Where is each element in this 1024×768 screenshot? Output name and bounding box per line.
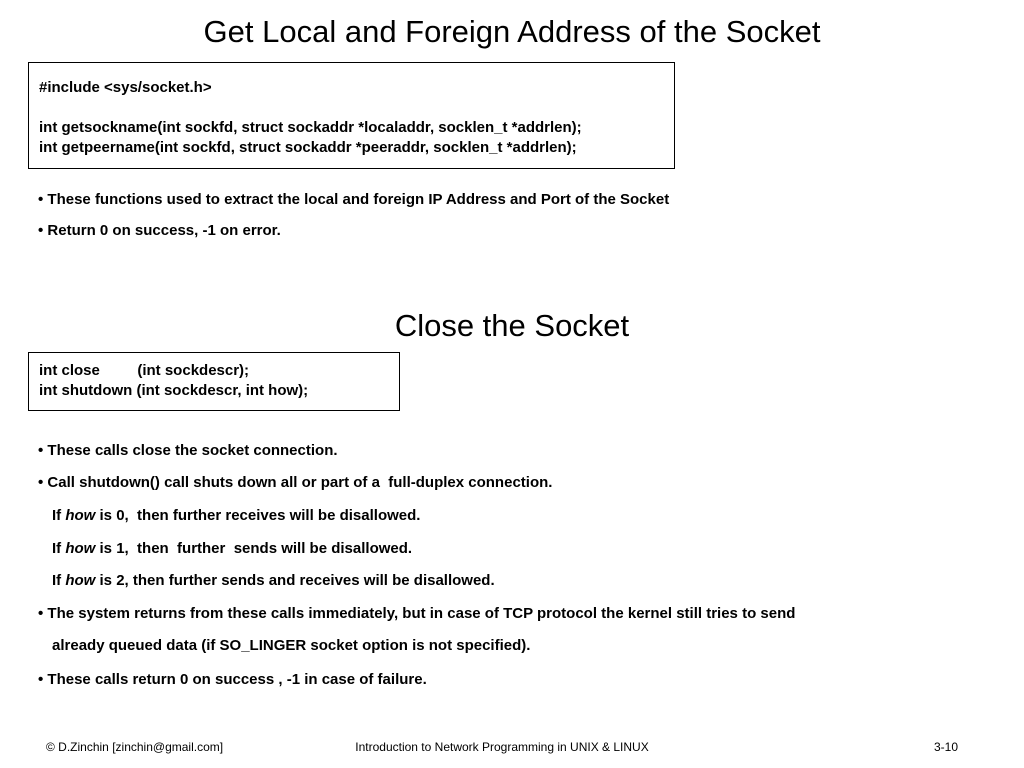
how-case-prefix: If bbox=[52, 540, 66, 557]
code-getpeername: int getpeername(int sockfd, struct sockaddr *peeraddr, socklen_t *addrlen); bbox=[39, 139, 577, 156]
code-box-address-functions bbox=[28, 62, 675, 169]
code-include: #include <sys/socket.h> bbox=[39, 79, 212, 96]
how-case-1 bbox=[52, 540, 412, 558]
how-keyword: how bbox=[65, 507, 96, 524]
how-keyword: how bbox=[65, 540, 96, 557]
footer-copyright: © D.Zinchin [zinchin@gmail.com] bbox=[46, 740, 224, 754]
how-case-suffix: is 0, then further receives will be disallowed. bbox=[95, 507, 421, 524]
code-blank-line bbox=[39, 98, 674, 118]
bullet-shutdown-description: • Call shutdown() call shuts down all or part of a full-duplex connection. bbox=[38, 474, 553, 491]
how-case-2 bbox=[52, 572, 495, 590]
bullet-system-returns: • The system returns from these calls immediately, but in case of TCP protocol the kernel still tries to send bbox=[38, 605, 796, 622]
code-getsockname: int getsockname(int sockfd, struct sockaddr *localaddr, socklen_t *addrlen); bbox=[39, 119, 582, 136]
how-case-0 bbox=[52, 507, 420, 525]
code-close: int close (int sockdescr); bbox=[39, 362, 250, 379]
bullet-return-values: • These calls return 0 on success , -1 in case of failure. bbox=[38, 671, 427, 688]
how-case-prefix: If bbox=[52, 507, 66, 524]
bullet-address-return: • Return 0 on success, -1 on error. bbox=[38, 222, 281, 239]
how-case-suffix: is 1, then further sends will be disallowed. bbox=[95, 540, 413, 557]
code-box-close-functions bbox=[28, 352, 400, 411]
how-case-prefix: If bbox=[52, 572, 66, 589]
bullet-close-connection: • These calls close the socket connection. bbox=[38, 442, 338, 459]
page-title: Get Local and Foreign Address of the Socket bbox=[203, 14, 821, 49]
bullet-system-returns-continued: already queued data (if SO_LINGER socket option is not specified). bbox=[52, 637, 531, 654]
section-title-close: Close the Socket bbox=[394, 308, 630, 343]
footer-course-title: Introduction to Network Programming in UNIX & LINUX bbox=[355, 740, 649, 754]
footer-page-number: 3-10 bbox=[934, 740, 959, 754]
how-case-suffix: is 2, then further sends and receives will be disallowed. bbox=[95, 572, 495, 589]
bullet-address-purpose: • These functions used to extract the local and foreign IP Address and Port of the Socket bbox=[38, 191, 670, 208]
code-shutdown: int shutdown (int sockdescr, int how); bbox=[39, 382, 309, 399]
how-keyword: how bbox=[65, 572, 96, 589]
